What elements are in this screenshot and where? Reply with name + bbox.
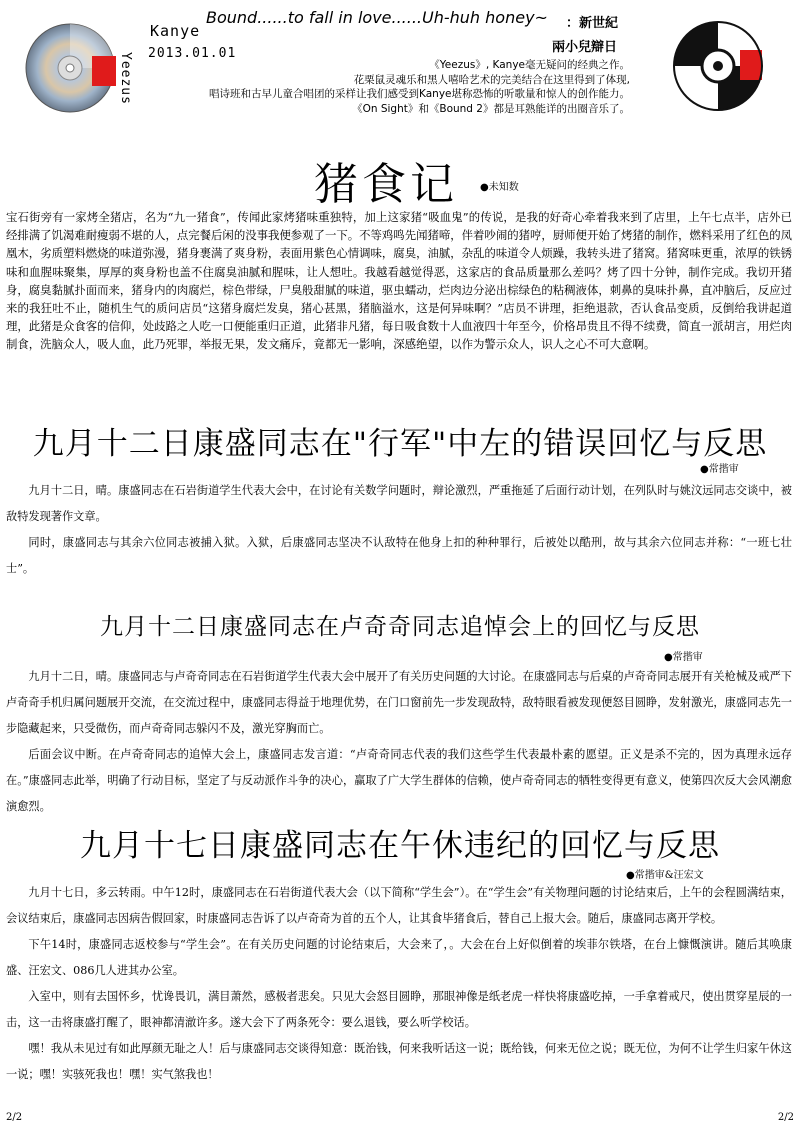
article3-author: ●常揩审 — [664, 652, 703, 663]
album-cover-right — [668, 16, 774, 122]
slogan: Bound......to fall in love......Uh-huh honey~ — [206, 8, 548, 27]
intro-line: 花栗鼠灵魂乐和黑人嘻哈艺术的完美结合在这里得到了体现, — [353, 73, 630, 86]
page-number-left: 2/2 — [6, 1112, 23, 1123]
page-number-right: 2/2 — [777, 1112, 794, 1123]
paragraph: 九月十二日，晴。康盛同志在石岩街道学生代表大会中，在讨论有关数学问题时，辩论激烈，严重拖延了后面行动计划，在列队时与姚汶远同志交谈中，被敌特发现著作文章。 — [6, 484, 792, 523]
article3-title: 九月十二日康盛同志在卢奇奇同志追悼会上的回忆与反思 — [100, 614, 700, 640]
column-name: ：新世紀 — [566, 16, 619, 31]
paragraph: 后面会议中断。在卢奇奇同志的追悼大会上，康盛同志发言道：“卢奇奇同志代表的我们这些学生代表最朴素的愿望。正义是杀不完的，因为真理永远存在。”康盛同志此举，明确了行动目标，坚定了与反动派作斗争的决心，赢取了广大学生群体的信赖，使卢奇奇同志的牺牲变得更有意义，使第四次反大会风潮愈演愈烈。 — [6, 748, 792, 813]
artist-name: Kanye — [150, 22, 201, 40]
paragraph: 九月十二日，晴。康盛同志与卢奇奇同志在石岩街道学生代表大会中展开了有关历史问题的大讨论。在康盛同志与后桌的卢奇奇同志展开有关枪械及戒严下卢奇奇手机归属问题展开交流，在交流过程中，康盛同志得益于地理优势，在门口窗前先一步发现敌特，敌特眼看被发现便怒目圆睁，发射激光，康盛同志先一步隐藏起来，只受微伤，而卢奇奇同志躲闪不及，激光穿胸而亡。 — [6, 670, 792, 735]
article4-author: ●常揩审&汪宏文 — [626, 870, 704, 881]
issue-date: 2013.01.01 — [148, 46, 237, 61]
paragraph: 下午14时，康盛同志返校参与“学生会”。在有关历史问题的讨论结束后，大会来了，。大会在台上好似倒着的埃菲尔铁塔，在台上慷慨演讲。随后其唤康盛、汪宏文、086几人进其办公室。 — [6, 938, 792, 977]
intro-line: 《Yeezus》, Kanye毫无疑问的经典之作。 — [429, 59, 630, 71]
intro-line: 《On Sight》和《Bound 2》都是耳熟能详的出圈音乐了。 — [352, 102, 630, 115]
intro-line: 唱诗班和古早儿童合唱团的采样让我们感受到Kanye堪称恐怖的听歌量和惊人的创作能力。 — [209, 88, 630, 100]
article3-body — [6, 664, 792, 820]
issue-title: 兩小兒辯日 — [552, 40, 618, 55]
article4-title: 九月十七日康盛同志在午休违纪的回忆与反思 — [80, 828, 720, 864]
article2-author: ●常揩审 — [700, 464, 739, 475]
paragraph: 嘿！我从未见过有如此厚颜无耻之人！后与康盛同志交谈得知意：既治钱，何来我听话这一说；既给钱，何来无位之说；既无位，为何不让学生归家午休这一说；嘿！实骇死我也！嘿！实气煞我也！ — [6, 1042, 792, 1081]
article1-title: 猪食记 — [314, 159, 458, 210]
paragraph: 入室中，则有去国怀乡，忧谗畏讥，满目萧然，感极者悲矣。只见大会怒目圆睁，那眼神像是纸老虎一样快将康盛吃掉，一手拿着戒尺，使出贯穿星辰的一击，这一击将康盛打醒了，眼神都清澈许多。遂大会下了两条死令：要么退钱，要么听学校话。 — [6, 990, 792, 1029]
article1-author: ●未知数 — [480, 182, 519, 193]
paragraph: 同时，康盛同志与其余六位同志被捕入狱。入狱，后康盛同志坚决不认敌特在他身上扣的种种罪行，后被处以酷刑，故与其余六位同志并称：“一班七壮士”。 — [6, 536, 792, 575]
article4-body — [6, 880, 792, 1088]
album-title-vertical: Yeezus — [118, 52, 133, 105]
article2-body — [6, 478, 792, 582]
album-intro — [110, 58, 630, 116]
article2-title: 九月十二日康盛同志在"行军"中左的错误回忆与反思 — [32, 426, 768, 462]
article1-body: 宝石街旁有一家烤全猪店，名为“九一猪食”，传闻此家烤猪味重独特，加上这家猪“吸血鬼”的传说，是我的好奇心牵着我来到了店里，上午七点半，店外已经排满了饥渴难耐瘦弱不堪的人，点完餐后闲的没事我便参观了一下。不等鸡鸣先闻猪啼，伴着吵闹的猪哼，厨师便开始了烤猪的制作，燃料采用了红色的凤凰木，劣质塑料燃烧的味道弥漫，猪身裹满了爽身粉，表面用紫色心情调味，腐臭，油腻，杂乱的味道令人烦躁，我转头进了猪窝。猪窝味更重，浓厚的铁锈味和血腥味聚集，厚厚的爽身粉也盖不住腐臭油腻和腥味，让人想吐。我越看越觉得恶，这家店的食品质量那么差吗？烤了四十分钟，制作完成。我切开猪身，腐臭黏腻扑面而来，猪身内的肉腐烂，棕色带绿，尸臭般甜腻的味道，驱虫蠕动，烂肉边分泌出棕绿色的粘稠液体，刺鼻的臭味扑鼻，直冲脑后，反应过来的我狂吐不止，随机生气的质问店员“这猪身腐烂发臭，猪心甚黑，猪脑溢水，这是何异味啊？”店员不讲理，拒绝退款，否认食品变质，反倒给我讲起道理，此猪是众食客的信仰，处歧路之人吃一口便能重归正道，此猪非凡猪，每日吸食数十人血液四十年至今，价格昂贵且不得不续费，简直一派胡言，用烂肉制食，洗脑众人，吸人血，此乃死罪，举报无果，发文痛斥，竟都无一影响，深感绝望，以作为警示众人，识人之心不可大意啊。 — [6, 210, 792, 352]
paragraph: 九月十七日，多云转雨。中午12时，康盛同志在石岩街道代表大会（以下简称“学生会”）。在“学生会”有关物理问题的讨论结束后，上午的会程圆满结束，会议结束后，康盛同志因病告假回家，时康盛同志告诉了以卢奇奇为首的五个人，让其食毕猪食后，替自己上报大会。随后，康盛同志离开学校。 — [6, 886, 792, 925]
